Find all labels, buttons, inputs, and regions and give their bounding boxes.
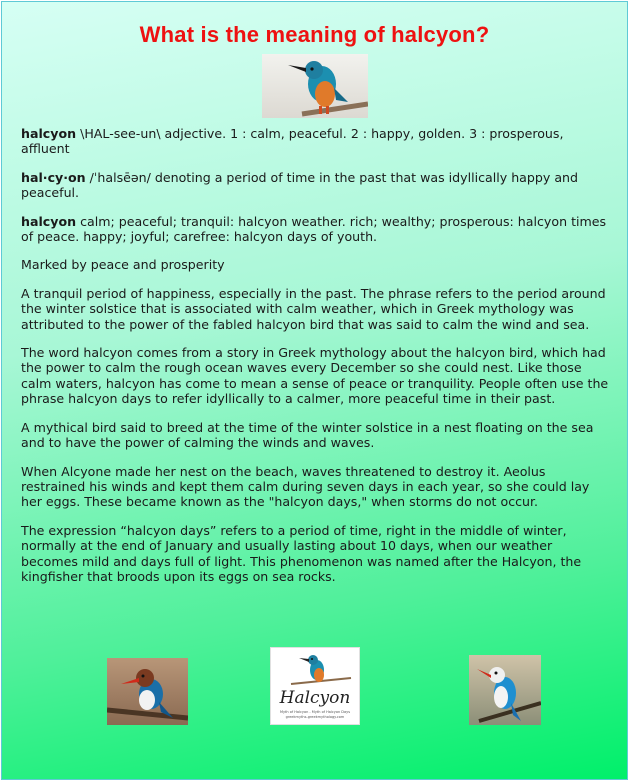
term-halcyon: halcyon (21, 213, 77, 229)
definition-text: /ˈhalsēən/ denoting a period of time in the past that was idyllically happy and peaceful. (21, 169, 579, 201)
definition-paragraph: When Alcyone made her nest on the beach, waves threatened to destroy it. Aeolus restrained his winds and kept them calm during seven days in each year, so she could lay her eggs. These became known as the "halcyon days," when storms do not occur. (21, 463, 590, 510)
definition-text: calm; peaceful; tranquil: halcyon weather. rich; wealthy; prosperous: halcyon times of peace. happy; joyful; carefree: halcyon days of youth. (21, 213, 607, 245)
definition-paragraph: A mythical bird said to breed at the time of the winter solstice in a nest floating on the sea and to have the power of calming the winds and waves. (21, 419, 594, 451)
halcyon-logo-text: Halcyon (279, 688, 351, 708)
kingfisher-illustration (469, 655, 541, 725)
kingfisher-photo-left (107, 658, 188, 725)
kingfisher-photo-right (469, 655, 541, 725)
term-halcyon: halcyon (21, 126, 77, 141)
definition-text: \HAL-see-un\ adjective. 1 : calm, peaceful. 2 : happy, golden. 3 : prosperous, affluent (21, 126, 564, 157)
definition-paragraph (21, 170, 613, 201)
page-card (1, 1, 628, 780)
term-hal-cy-on: hal·cy·on (21, 169, 86, 185)
definition-content (21, 126, 613, 597)
definition-paragraph: The word halcyon comes from a story in Greek mythology about the halcyon bird, which had the power to calm the rough ocean waves every December so she could nest. Like those calm waters, halcyon has come to mean a sense of peace or tranquility. People often use the phrase halcyon days to refer idyllically to a calmer, more peaceful time in their past. (21, 345, 609, 407)
definition-paragraph: The expression “halcyon days” refers to a period of time, right in the middle of winter, normally at the end of January and usually lasting about 10 days, when our weather becomes mild and days full of light. This phenomenon was named after the Halcyon, the kingfisher that broods upon its eggs on sea rocks. (21, 522, 582, 584)
page-title: What is the meaning of halcyon? (139, 22, 490, 47)
halcyon-logo-image (270, 647, 360, 725)
kingfisher-photo-top (262, 54, 368, 118)
definition-paragraph (21, 214, 613, 245)
kingfisher-illustration (262, 54, 368, 118)
kingfisher-illustration (271, 648, 359, 688)
kingfisher-illustration (107, 658, 188, 725)
definition-paragraph: A tranquil period of happiness, especially in the past. The phrase refers to the period around the winter solstice that is associated with calm weather, which in Greek mythology was attributed to the power of the fabled halcyon bird that was said to calm the wind and sea. (21, 285, 606, 332)
halcyon-logo-caption: Myth of Halcyon - Myth of Halcyon Days greekmyths-greekmythology.com (279, 710, 351, 719)
definition-paragraph: Marked by peace and prosperity (21, 257, 225, 273)
definition-paragraph (21, 126, 613, 157)
